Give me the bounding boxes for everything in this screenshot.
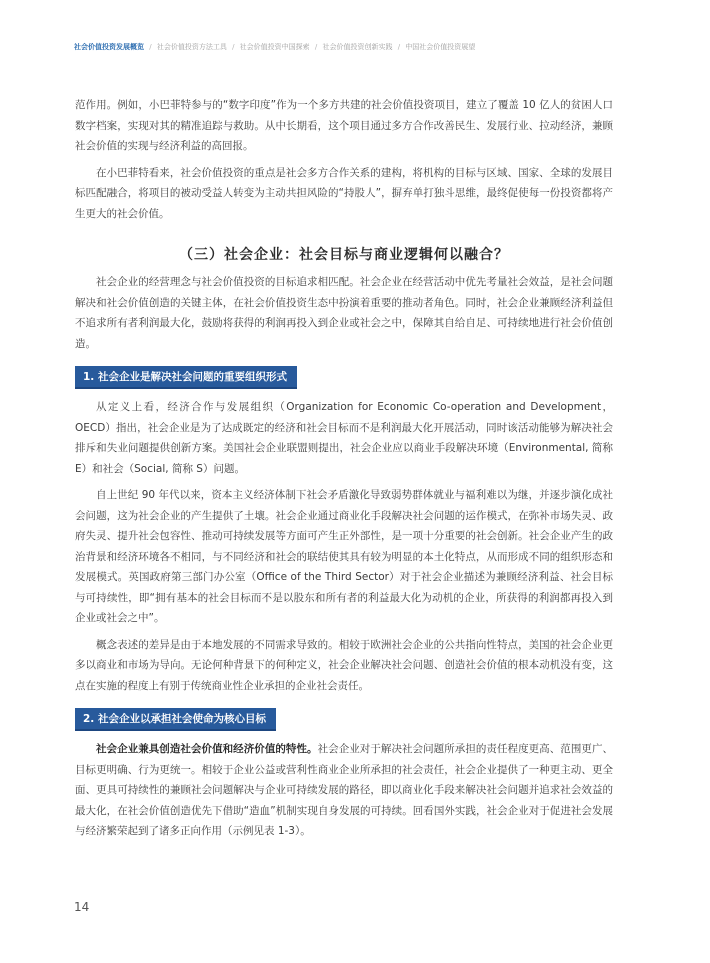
breadcrumb-item-overview[interactable]: 社会价值投资发展概览 <box>74 43 144 51</box>
section-heading: （三）社会企业：社会目标与商业逻辑何以融合？ <box>179 247 509 263</box>
paragraph-body: 社会企业对于解决社会问题所承担的责任程度更高、范围更广、目标更明确、行为更统一。相较于企业公益或营利性商业企业所承担的社会责任，社会企业提供了一种更主动、更全面、更具可持续性的兼顾社会问题解决与企业可持续发展的路径，即以商业化手段来解决社会问题并追求社会效益的最大化，在社会价值创造优先下借助“造血”机制实现自身发展的可持续。回看国外实践，社会企业对于促进社会发展与经济繁荣起到了诸多正向作用（示例见表 1-3）。 <box>75 743 613 837</box>
breadcrumb-separator: / <box>149 43 152 51</box>
breadcrumb-item-methods[interactable]: 社会价值投资方法工具 <box>156 43 227 51</box>
breadcrumb-item-outlook[interactable]: 中国社会价值投资展望 <box>405 43 476 51</box>
breadcrumb-separator: / <box>232 43 235 51</box>
page-body <box>75 95 613 842</box>
page-number: 14 <box>74 900 90 914</box>
breadcrumb <box>74 42 670 52</box>
subsection-heading: 2. 社会企业以承担社会使命为核心目标 <box>75 708 276 731</box>
paragraph: 从定义上看，经济合作与发展组织（Organization for Economic Co-operation and Development，OECD）指出，社会企业是为了达成既定的经济和社会目标而不是利润最大化开展活动，同时该活动能够为解决社会排斥和失业问题提供创新方案。美国社会企业联盟则提出，社会企业应以商业手段解决环境（Environmental, 简称 E）和社会（Social, 简称 S）问题。 <box>75 401 613 475</box>
breadcrumb-separator: / <box>397 43 401 51</box>
paragraph: 概念表述的差异是由于本地发展的不同需求导致的。相较于欧洲社会企业的公共指向性特点，美国的社会企业更多以商业和市场为导向。无论何种背景下的何种定义，社会企业解决社会问题、创造社会价值的根本动机没有变，这点在实施的程度上有别于传统商业性企业承担的企业社会责任。 <box>75 638 613 692</box>
paragraph: 社会企业的经营理念与社会价值投资的目标追求相匹配。社会企业在经营活动中优先考量社会效益，是社会问题解决和社会价值创造的关键主体，在社会价值投资生态中扮演着重要的推动者角色。同时，社会企业兼顾经济利益但不追求所有者利润最大化，鼓励将获得的利润再投入到企业或社会之中，保障其自给自足、可持续地进行社会价值创造。 <box>75 276 613 350</box>
subsection-heading: 1. 社会企业是解决社会问题的重要组织形式 <box>75 366 297 389</box>
lead-sentence: 社会企业兼具创造社会价值和经济价值的特性。 <box>96 743 318 755</box>
paragraph: 在小巴菲特看来，社会价值投资的重点是社会多方合作关系的建构，将机构的目标与区域、国家、全球的发展目标匹配融合，将项目的被动受益人转变为主动共担风险的“持股人”，摒弃单打独斗思维，最终促使每一份投资都将产生更大的社会价值。 <box>75 166 613 220</box>
breadcrumb-item-china-exploration[interactable]: 社会价值投资中国探索 <box>239 43 310 51</box>
breadcrumb-separator: / <box>314 43 318 51</box>
breadcrumb-item-innovation[interactable]: 社会价值投资创新实践 <box>322 43 393 51</box>
paragraph: 自上世纪 90 年代以来，资本主义经济体制下社会矛盾激化导致弱势群体就业与福利难以为继，并逐步演化成社会问题，这为社会企业的产生提供了土壤。社会企业通过商业化手段解决社会问题的运作模式，在弥补市场失灵、政府失灵、提升社会包容性、推动可持续发展等方面可产生正外部性，是一项十分重要的社会创新。社会企业产生的政治背景和经济环境各不相同，与不同经济和社会的联结使其具有较为明显的本土化特点，从而形成不同的组织形态和发展模式。英国政府第三部门办公室（Office of the Third Sector）对于社会企业描述为兼顾经济利益、社会目标与可持续性，即“拥有基本的社会目标而不是以股东和所有者的利益最大化为动机的企业，所获得的利润都再投入到企业或社会之中”。 <box>75 489 613 624</box>
paragraph <box>75 739 613 842</box>
paragraph: 范作用。例如，小巴菲特参与的“数字印度”作为一个多方共建的社会价值投资项目，建立了覆盖 10 亿人的贫困人口数字档案，实现对其的精准追踪与救助。从中长期看，这个项目通过多方合作改善民生、发展行业、拉动经济，兼顾社会价值的实现与经济利益的高回报。 <box>75 99 613 152</box>
